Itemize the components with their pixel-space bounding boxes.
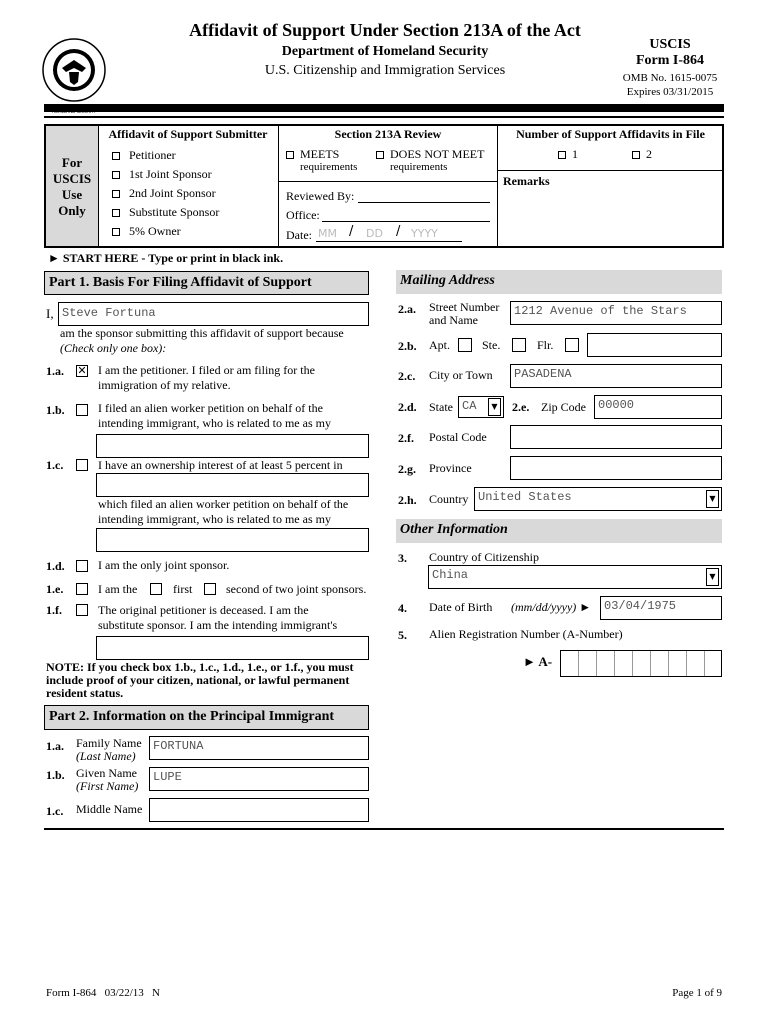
apt-number-input[interactable]: [587, 333, 722, 357]
zip-input[interactable]: 00000: [594, 395, 722, 419]
other-info-heading: Other Information: [396, 519, 722, 543]
option-1e-text: I am the: [98, 582, 138, 596]
checkbox[interactable]: [112, 152, 120, 160]
mailing-address-heading: Mailing Address: [396, 270, 722, 294]
item-num: 1.c.: [46, 458, 64, 472]
citizenship-label: Country of Citizenship: [429, 550, 539, 564]
office-label: Office:: [286, 208, 320, 222]
item-num: 2.d.: [398, 400, 417, 414]
citizenship-value: China: [432, 568, 469, 582]
item-num: 2.e.: [512, 400, 530, 414]
dhs-seal: [42, 38, 106, 102]
checkbox-1b[interactable]: [76, 404, 88, 416]
submitter-option-2nd-joint[interactable]: [112, 186, 216, 201]
item-num: 2.c.: [398, 369, 416, 383]
ste-checkbox[interactable]: [512, 338, 526, 352]
relationship-1f-input[interactable]: [96, 636, 369, 660]
city-input[interactable]: PASADENA: [510, 364, 722, 388]
item-num: 1.c.: [46, 804, 64, 818]
remarks-label: Remarks: [503, 174, 550, 188]
ste-label: Ste.: [482, 338, 501, 352]
checkbox-1a[interactable]: ✕: [77, 364, 87, 377]
submitter-option-petitioner[interactable]: [112, 148, 176, 163]
item-num: 1.f.: [46, 603, 62, 617]
state-value: CA: [462, 399, 477, 413]
not-meet-checkbox[interactable]: [376, 151, 384, 159]
date-mm: MM: [318, 227, 337, 240]
checkbox[interactable]: [112, 209, 120, 217]
item-num: 2.h.: [398, 493, 417, 507]
option-label: 1st Joint Sponsor: [129, 167, 212, 181]
box-divider: [98, 126, 99, 246]
uscis-label: USCIS: [649, 37, 691, 52]
postal-label: Postal Code: [429, 430, 487, 444]
item-num: 1.e.: [46, 582, 64, 596]
header-rule: [44, 104, 724, 112]
item-num: 4.: [398, 601, 407, 615]
option-1a-text: I am the petitioner. I filed or am filing for the: [98, 363, 315, 377]
item-num: 2.g.: [398, 462, 416, 476]
apt-checkbox[interactable]: [458, 338, 472, 352]
meets-checkbox[interactable]: [286, 151, 294, 159]
city-label: City or Town: [429, 368, 493, 382]
state-dropdown-icon[interactable]: ▼: [488, 398, 501, 416]
note-line: resident status.: [46, 686, 124, 700]
num-1-checkbox[interactable]: [558, 151, 566, 159]
item-num: 5.: [398, 628, 407, 642]
page-number: Page 1 of 9: [672, 987, 722, 999]
meets-sub: requirements: [300, 161, 358, 173]
uscis-use-line: USCIS: [52, 171, 92, 186]
sponsor-intro: am the sponsor submitting this affidavit of support because: [60, 326, 344, 340]
checkbox[interactable]: [112, 228, 120, 236]
item-num: 1.b.: [46, 403, 65, 417]
item-num: 2.f.: [398, 431, 414, 445]
company-1c-input[interactable]: [96, 473, 369, 497]
country-label: Country: [429, 492, 469, 506]
box-divider: [278, 126, 279, 246]
relationship-1c-input[interactable]: [96, 528, 369, 552]
anumber-prefix: ► A-: [523, 654, 553, 669]
form-number: Form I-864: [635, 53, 705, 68]
office-line[interactable]: [322, 221, 490, 222]
reviewed-by-label: Reviewed By:: [286, 189, 355, 203]
option-label: 5% Owner: [129, 224, 181, 238]
submitter-option-1st-joint[interactable]: [112, 167, 212, 182]
country-value: United States: [478, 490, 572, 504]
item-num: 1.a.: [46, 364, 64, 378]
uscis-use-line: Use: [61, 187, 83, 202]
checkbox[interactable]: [112, 171, 120, 179]
box-divider: [497, 170, 722, 171]
option-1c-text: I have an ownership interest of at least 5 percent in: [98, 458, 343, 472]
item-num: 1.a.: [46, 739, 64, 753]
postal-input[interactable]: [510, 425, 722, 449]
option-label: Petitioner: [129, 148, 176, 162]
expiration-date: Expires 03/31/2015: [626, 86, 714, 98]
option-1f-text: The original petitioner is deceased. I am the: [98, 603, 309, 617]
note-line: include proof of your citizen, national, or lawful permanent: [46, 673, 350, 687]
date-label: Date:: [286, 228, 312, 242]
box-divider: [497, 126, 498, 246]
country-dropdown-icon[interactable]: ▼: [706, 490, 719, 508]
item-num: 3.: [398, 551, 407, 565]
part2-heading: Part 2. Information on the Principal Immigrant: [44, 705, 369, 730]
street-label: Street Number: [429, 300, 500, 314]
reviewed-by-line[interactable]: [358, 202, 490, 203]
given-name-label: Given Name: [76, 766, 137, 780]
box-divider: [278, 181, 497, 182]
meets-label: MEETS: [300, 147, 340, 161]
form-id-footer: Form I-864 03/22/13 N: [46, 987, 160, 999]
item-num: 1.d.: [46, 559, 65, 573]
anumber-input[interactable]: [560, 650, 722, 677]
dob-label: Date of Birth: [429, 600, 493, 614]
check-only-one: (Check only one box):: [60, 341, 167, 355]
apt-label: Apt.: [429, 338, 450, 352]
option-1e-first: first: [173, 582, 193, 596]
form-title: Affidavit of Support Under Section 213A of the Act: [189, 20, 581, 40]
province-input[interactable]: [510, 456, 722, 480]
checkbox-1e[interactable]: [76, 583, 88, 595]
date-yyyy: YYYY: [411, 227, 438, 240]
citizenship-select[interactable]: [428, 565, 722, 589]
dob-format: (mm/dd/yyyy) ►: [511, 600, 592, 614]
date-sep: /: [349, 224, 354, 239]
checkbox-1e-second[interactable]: [204, 583, 216, 595]
family-name-input[interactable]: FORTUNA: [149, 736, 369, 760]
option-1c-text: intending immigrant, who is related to me as my: [98, 512, 331, 526]
anumber-label: Alien Registration Number (A-Number): [429, 627, 623, 641]
agency-name: U.S. Citizenship and Immigration Services: [264, 63, 506, 78]
start-here: ► START HERE - Type or print in black ink.: [48, 251, 284, 265]
checkbox-1e-first[interactable]: [150, 583, 162, 595]
option-1f-text: substitute sponsor. I am the intending immigrant's: [98, 618, 338, 632]
not-meet-label: DOES NOT MEET: [390, 147, 485, 161]
item-num: 2.a.: [398, 302, 416, 316]
option-label: Substitute Sponsor: [129, 205, 220, 219]
omb-number: OMB No. 1615-0075: [622, 72, 718, 84]
street-input[interactable]: 1212 Avenue of the Stars: [510, 301, 722, 325]
submitter-heading: Affidavit of Support Submitter: [108, 127, 268, 141]
part1-note: [46, 661, 376, 700]
checkbox[interactable]: [112, 190, 120, 198]
dob-input[interactable]: 03/04/1975: [600, 596, 722, 620]
note-line: NOTE: If you check box 1.b., 1.c., 1.d., 1.e., or 1.f., you must: [46, 660, 354, 674]
given-name-sub: (First Name): [76, 779, 139, 793]
bottom-rule: [44, 828, 724, 830]
date-field[interactable]: [316, 226, 462, 242]
checkbox-1c[interactable]: [76, 459, 88, 471]
country-select[interactable]: [474, 487, 722, 511]
uscis-use-text: [46, 155, 98, 219]
header-rule-thin: [44, 116, 724, 118]
flr-checkbox[interactable]: [565, 338, 579, 352]
uscis-use-line: For: [61, 155, 83, 170]
review-heading: Section 213A Review: [334, 127, 442, 141]
flr-label: Flr.: [537, 338, 554, 352]
relationship-1b-input[interactable]: [96, 434, 369, 458]
checkbox-1f[interactable]: [76, 604, 88, 616]
street-label: and Name: [429, 313, 478, 327]
middle-name-input[interactable]: [149, 798, 369, 822]
sponsor-name-input[interactable]: Steve Fortuna: [58, 302, 369, 326]
num-1-label: 1: [572, 147, 578, 161]
option-1c-text: which filed an alien worker petition on behalf of the: [98, 497, 349, 511]
uscis-use-line: Only: [58, 203, 86, 218]
option-1b-text: I filed an alien worker petition on behalf of the: [98, 401, 323, 415]
state-label: State: [429, 400, 453, 414]
given-name-input[interactable]: LUPE: [149, 767, 369, 791]
i-label: I,: [46, 306, 54, 321]
date-sep: /: [396, 224, 401, 239]
item-num: 2.b.: [398, 339, 417, 353]
item-num: 1.b.: [46, 768, 65, 782]
family-name-sub: (Last Name): [76, 749, 136, 763]
column-divider: [383, 270, 384, 828]
option-1e-second: second of two joint sponsors.: [226, 582, 367, 596]
num-2-checkbox[interactable]: [632, 151, 640, 159]
middle-name-label: Middle Name: [76, 802, 143, 816]
zip-label: Zip Code: [541, 400, 586, 414]
option-1b-text: intending immigrant, who is related to me as my: [98, 416, 331, 430]
option-1d-text: I am the only joint sponsor.: [98, 558, 230, 572]
province-label: Province: [429, 461, 472, 475]
num-affidavits-heading: Number of Support Affidavits in File: [516, 127, 705, 141]
not-meet-sub: requirements: [390, 161, 448, 173]
citizenship-dropdown-icon[interactable]: ▼: [706, 568, 719, 586]
num-2-label: 2: [646, 147, 652, 161]
option-label: 2nd Joint Sponsor: [129, 186, 216, 200]
submitter-option-substitute[interactable]: [112, 205, 219, 220]
family-name-label: Family Name: [76, 736, 142, 750]
option-1a-text: immigration of my relative.: [98, 378, 231, 392]
part1-heading: Part 1. Basis For Filing Affidavit of Support: [44, 271, 369, 295]
date-dd: DD: [366, 227, 383, 240]
submitter-option-5pct-owner[interactable]: [112, 224, 181, 239]
department-name: Department of Homeland Security: [281, 44, 489, 59]
checkbox-1d[interactable]: [76, 560, 88, 572]
